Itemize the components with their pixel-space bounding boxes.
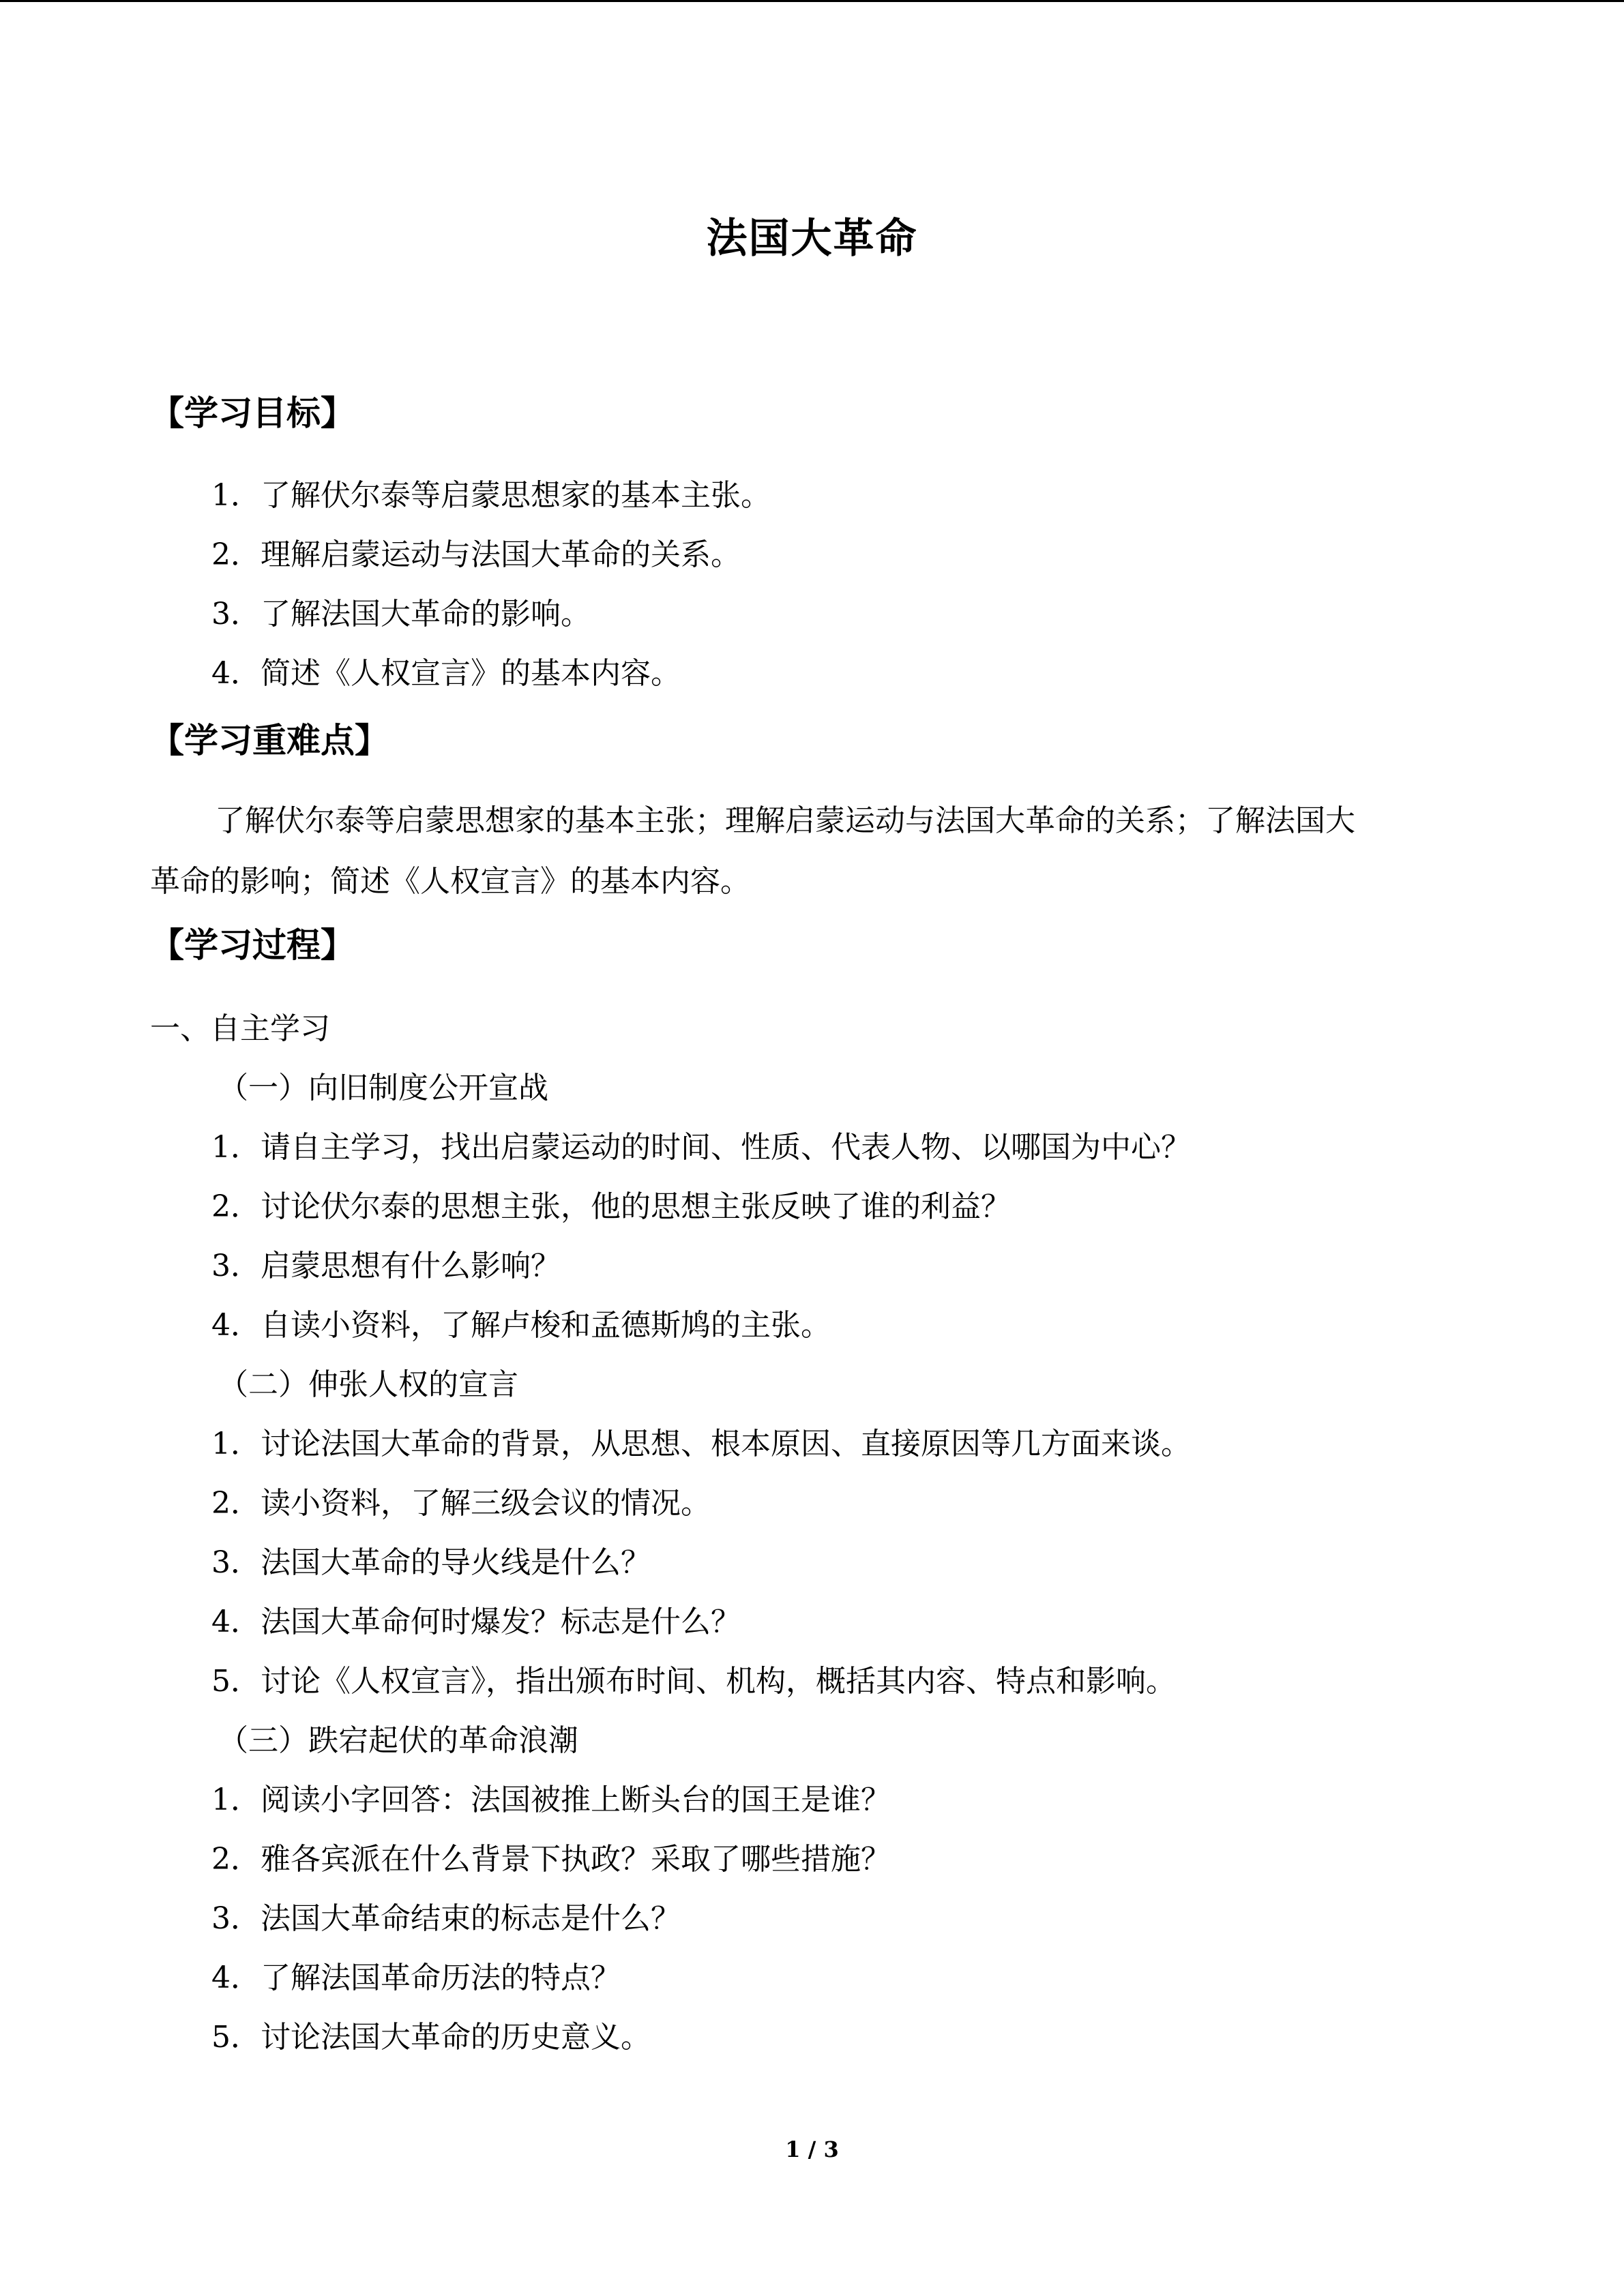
objective-item-2: 2．理解启蒙运动与法国大革命的关系。 [211,537,741,572]
subsection-1-item-1: 1．请自主学习，找出启蒙运动的时间、性质、代表人物、以哪国为中心？ [211,1130,1191,1165]
subsection-3-item-4: 4．了解法国革命历法的特点？ [211,1960,621,1995]
process-heading: 【学习过程】 [150,925,355,965]
subsection-2-item-1: 1．讨论法国大革命的背景，从思想、根本原因、直接原因等几方面来谈。 [211,1427,1191,1461]
subsection-3-item-3: 3．法国大革命结束的标志是什么？ [211,1901,681,1936]
document-title: 法国大革命 [706,215,918,263]
objective-item-3: 3．了解法国大革命的影响。 [211,597,591,631]
subsection-2-item-5: 5．讨论《人权宣言》，指出颁布时间、机构，概括其内容、特点和影响。 [211,1664,1176,1699]
subsection-3-item-2: 2．雅各宾派在什么背景下执政？采取了哪些措施？ [211,1842,891,1877]
key-points-paragraph-line-1: 了解伏尔泰等启蒙思想家的基本主张；理解启蒙运动与法国大革命的关系；了解法国大 [215,803,1355,838]
subsection-2-item-4: 4．法国大革命何时爆发？标志是什么？ [211,1605,741,1639]
objectives-heading: 【学习目标】 [150,393,355,433]
key-points-heading: 【学习重难点】 [150,721,389,760]
subsection-2-item-3: 3．法国大革命的导火线是什么？ [211,1545,651,1580]
subsection-1-item-2: 2．讨论伏尔泰的思想主张，他的思想主张反映了谁的利益？ [211,1189,1011,1224]
objective-item-4: 4．简述《人权宣言》的基本内容。 [211,656,681,691]
key-points-paragraph-line-2: 革命的影响；简述《人权宣言》的基本内容。 [150,864,750,899]
objective-item-1: 1．了解伏尔泰等启蒙思想家的基本主张。 [211,478,771,513]
top-border-line [0,0,1624,2]
page-number: 1 / 3 [785,2136,839,2162]
subsection-2-item-2: 2．读小资料，了解三级会议的情况。 [211,1486,711,1521]
subsection-3-item-5: 5．讨论法国大革命的历史意义。 [211,2020,651,2055]
part-1-title: 一、自主学习 [150,1011,330,1046]
subsection-1-item-3: 3．启蒙思想有什么影响？ [211,1249,561,1283]
subsection-1-item-4: 4．自读小资料，了解卢梭和孟德斯鸠的主张。 [211,1308,831,1343]
subsection-3-item-1: 1．阅读小字回答：法国被推上断头台的国王是谁？ [211,1783,891,1817]
subsection-3-title: （三）跌宕起伏的革命浪潮 [218,1723,578,1758]
subsection-2-title: （二）伸张人权的宣言 [218,1367,518,1402]
subsection-1-title: （一）向旧制度公开宣战 [218,1071,548,1105]
